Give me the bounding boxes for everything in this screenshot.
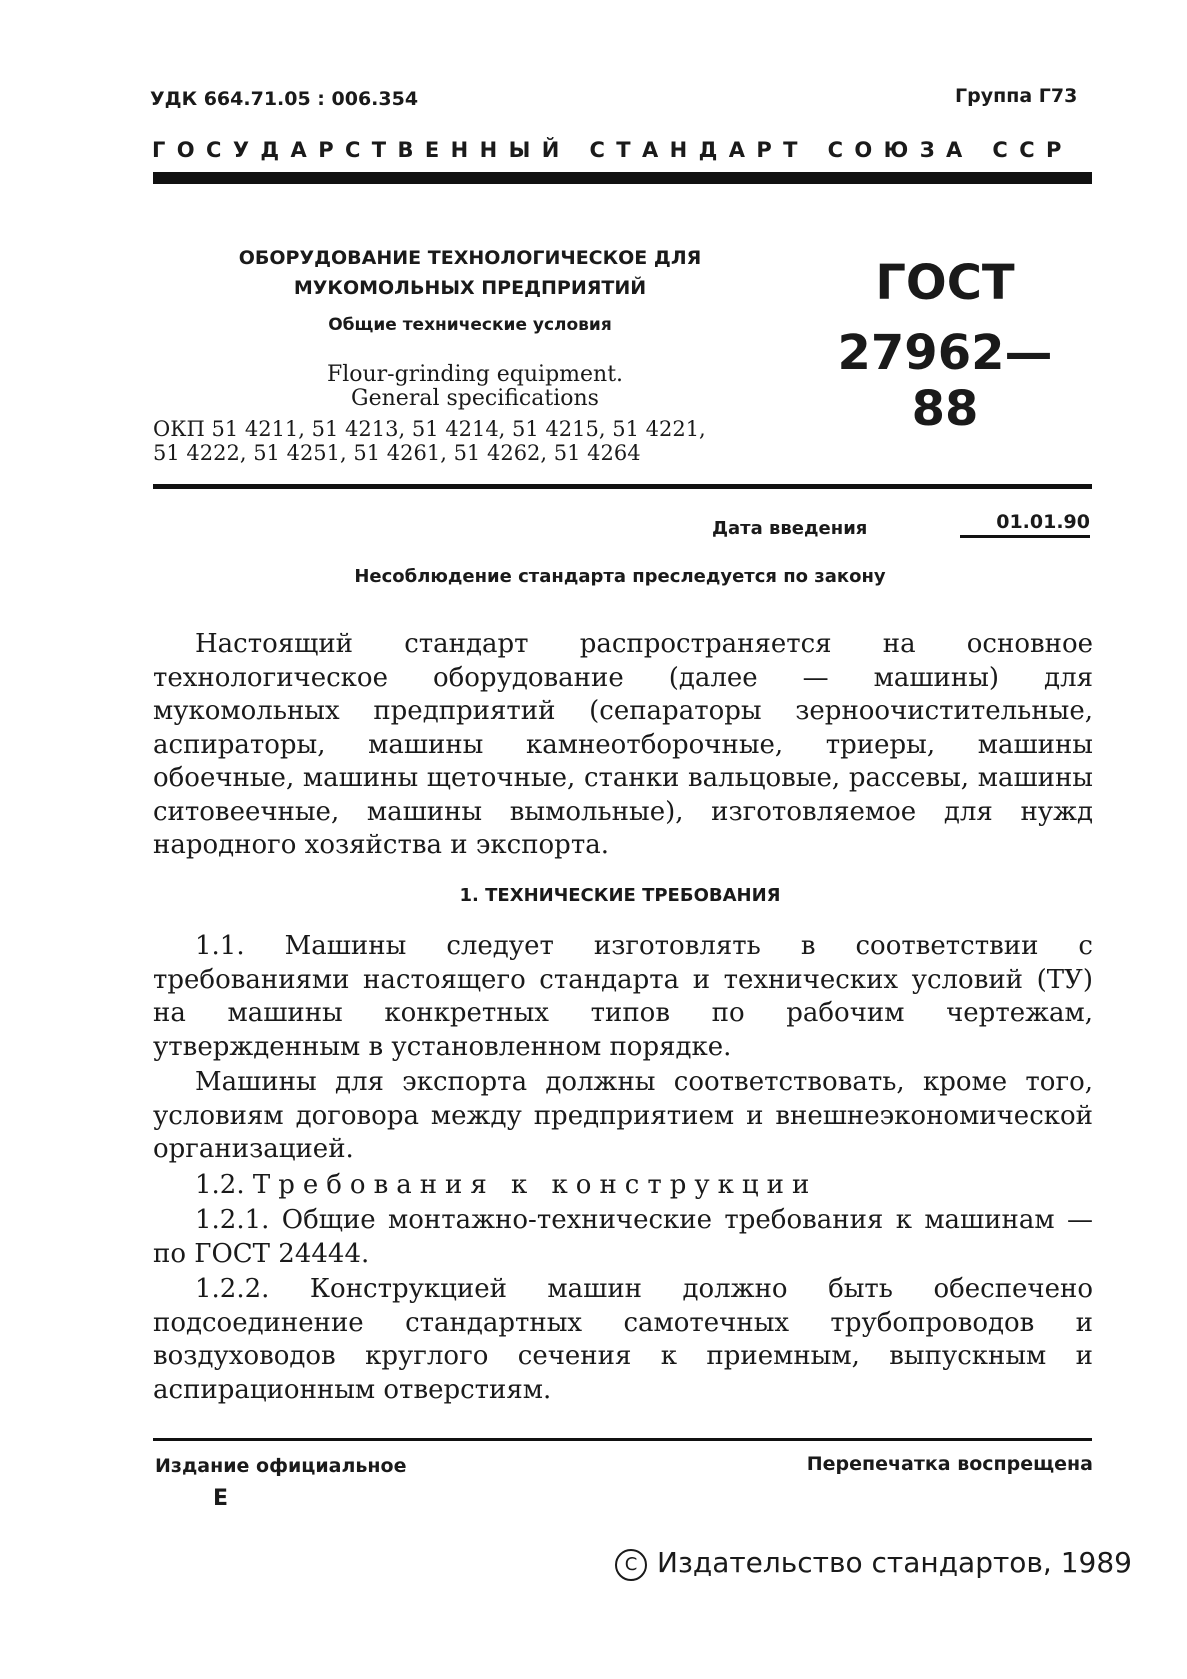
gost-number: 27962—88 [837, 325, 1053, 437]
paragraph-1-2-2: 1.2.2. Конструкцией машин должно быть обеспечено подсоединение стандартных самотечных трубопроводов и воздуховодов круглого сечения к приемным, выпускным и аспирационным отверстиям. [153, 1274, 1093, 1405]
paragraph-1-2 [153, 1169, 1093, 1203]
reprint-notice: Перепечатка воспрещена [806, 1453, 1093, 1475]
paragraph-1-2-1: 1.2.1. Общие монтажно-технические требования к машинам — по ГОСТ 24444. [153, 1205, 1093, 1269]
paragraph-1-2-title: Требования к конструкции [252, 1169, 818, 1200]
copyright-text: Издательство стандартов, 1989 [657, 1546, 1132, 1579]
document-title: ОБОРУДОВАНИЕ ТЕХНОЛОГИЧЕСКОЕ ДЛЯ МУКОМОЛЬНЫХ ПРЕДПРИЯТИЙ [238, 247, 702, 299]
paragraph-1-1: 1.1. Машины следует изготовлять в соответствии с требованиями настоящего стандарта и технических условий (ТУ) на машины конкретных типов по рабочим чертежам, утвержденным в установленном порядке. [153, 931, 1093, 1062]
udk-code: УДК 664.71.05 : 006.354 [150, 88, 419, 110]
intro-date-value: 01.01.90 [960, 511, 1090, 538]
header-rule [153, 172, 1092, 184]
paragraph-1-2-number: 1.2. [195, 1169, 245, 1200]
english-title-line-1: Flour-grinding equipment. [326, 362, 624, 387]
copyright-icon: C [615, 1549, 647, 1581]
okp-codes: ОКП 51 4211, 51 4213, 51 4214, 51 4215, 51 4221, 51 4222, 51 4251, 51 4261, 51 4262, 51 4264 [153, 417, 706, 465]
section-body [153, 930, 1093, 1409]
english-title [255, 363, 695, 411]
english-title-line-2: General specifications [351, 386, 599, 411]
state-standard-banner: ГОСУДАРСТВЕННЫЙ СТАНДАРТ СОЮЗА ССР [152, 138, 1073, 162]
legal-notice: Несоблюдение стандарта преследуется по закону [354, 566, 886, 587]
paragraph-1-1-export: Машины для экспорта должны соответствовать, кроме того, условиям договора между предприятием и внешнеэкономической организацией. [153, 1067, 1093, 1164]
intro-paragraph: Настоящий стандарт распространяется на основное технологическое оборудование (далее — машины) для мукомольных предприятий (сепараторы зерноочистительные, аспираторы, машины камнеотборочные, триеры, машины обоечные, машины щеточные, станки вальцовые, рассевы, машины ситовеечные, машины вымольные), изготовляемое для нужд народного хозяйства и экспорта. [153, 629, 1093, 860]
document-subtitle: Общие технические условия [328, 315, 612, 335]
footer-rule [153, 1438, 1092, 1441]
edition-letter: Е [213, 1486, 229, 1511]
group-code: Группа Г73 [955, 85, 1078, 107]
official-edition: Издание официальное [155, 1455, 407, 1477]
intro-date-label: Дата введения [712, 518, 868, 539]
title-rule [153, 484, 1092, 489]
gost-label: ГОСТ [875, 255, 1015, 311]
section-heading: 1. ТЕХНИЧЕСКИЕ ТРЕБОВАНИЯ [459, 885, 781, 906]
copyright [615, 1546, 1132, 1581]
intro-section [153, 628, 1093, 863]
